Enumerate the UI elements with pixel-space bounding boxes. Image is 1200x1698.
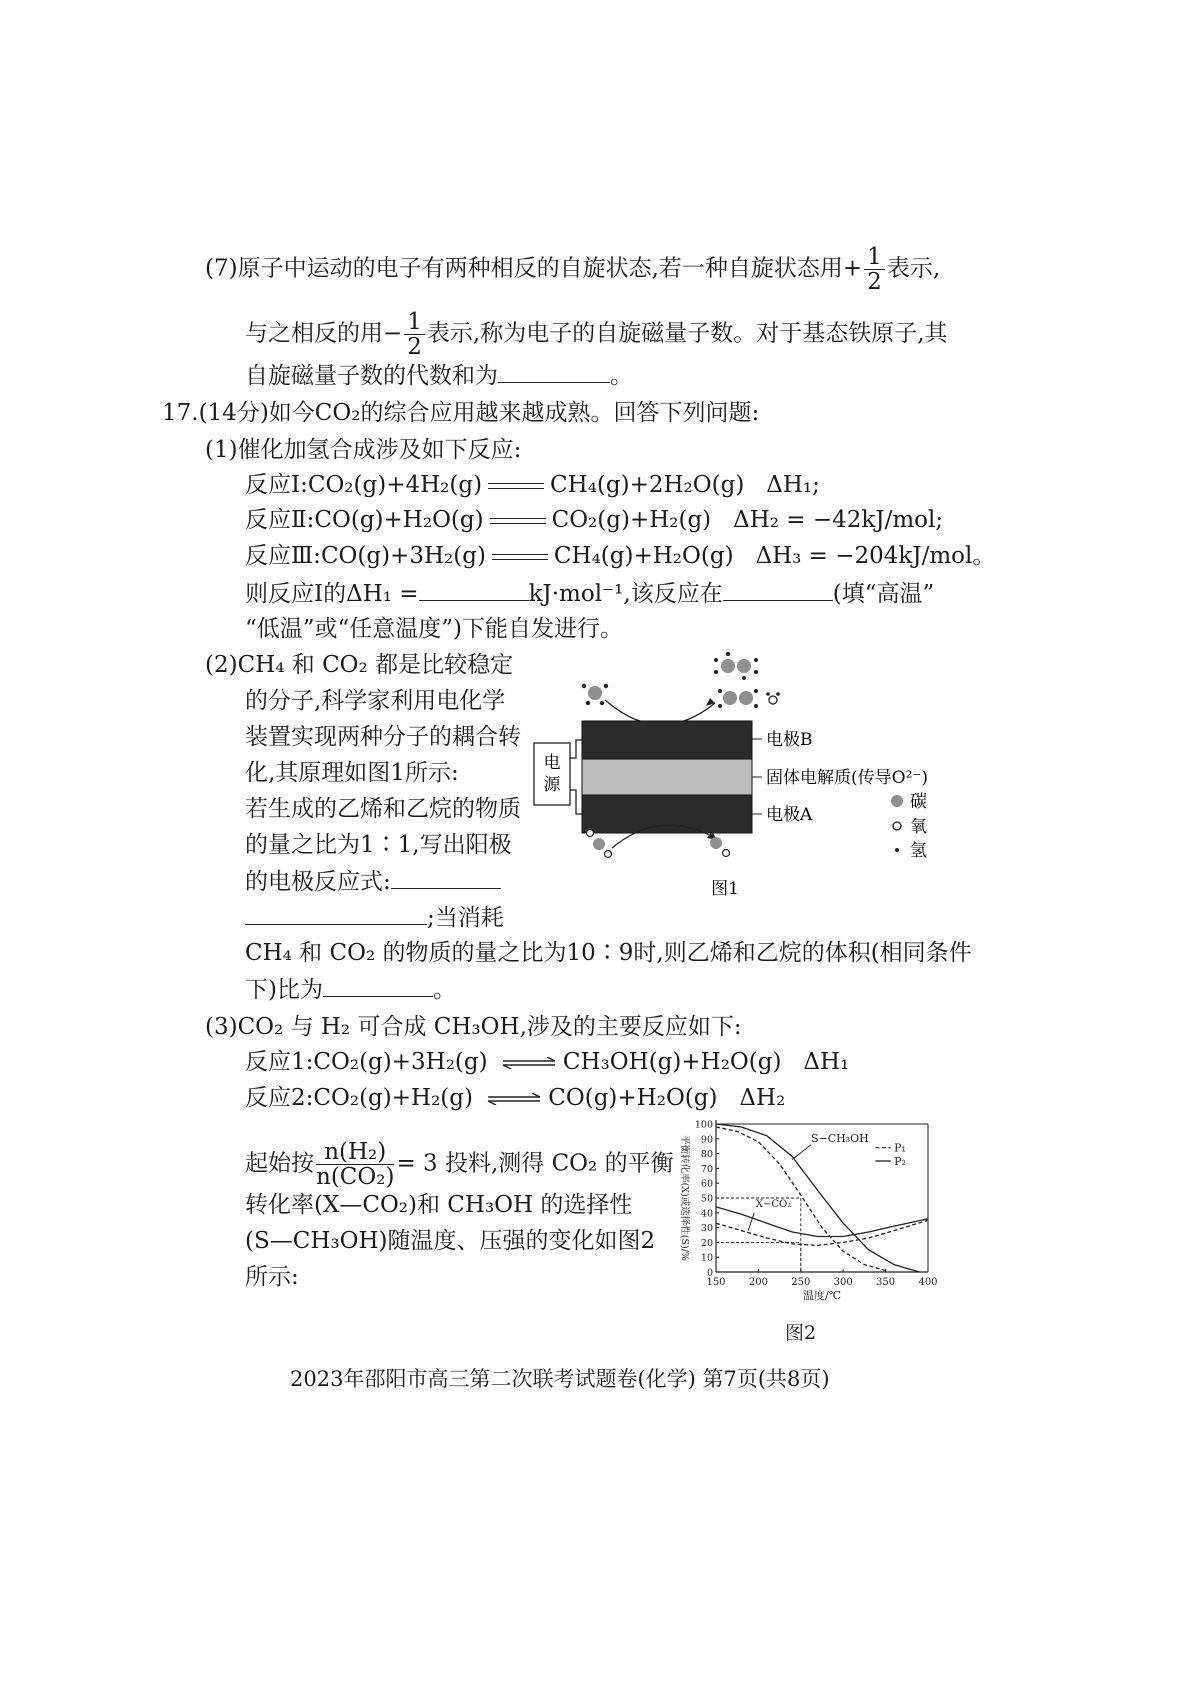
p3-line-a: 起始按 $\frac{\text{n(H₂)}}{\text{n(CO₂)}}$ = 3 投料,测得 CO₂ 的平衡 [245, 1139, 674, 1190]
q7-line3: 自旋磁量子数的代数和为 。 [245, 360, 633, 391]
carbon-legend-icon [891, 795, 903, 807]
figure-2-caption: 图2 [785, 1322, 817, 1344]
q7-line1: (7)原子中运动的电子有两种相反的自旋状态,若一种自旋状态用+ $\frac{1}{2}$ 表示, [205, 244, 941, 295]
electrode-b [582, 721, 752, 759]
figure-1-caption: 图1 [711, 879, 739, 899]
p2-line: (2)CH₄ 和 CO₂ 都是比较稳定 [205, 652, 514, 678]
figure-2-chart [668, 1112, 958, 1307]
ethane-molecule-icon [714, 652, 758, 680]
p3-line-c: 转化率(X—CO₂)和 CH₃OH 的选择性 [245, 1192, 633, 1218]
y-tick-label: 90 [700, 1134, 713, 1146]
y-tick-label: 80 [700, 1149, 713, 1161]
legend-p2: P₂ [894, 1155, 906, 1168]
y-tick-label: 70 [700, 1163, 713, 1175]
fraction-half: $\frac{1}{2}$ [864, 245, 885, 294]
p2-line: 的电极反应式: [245, 866, 501, 897]
hydrogen-legend-icon [895, 848, 899, 852]
legend-p1: P₁ [894, 1141, 906, 1155]
reaction-2: 反应Ⅱ:CO(g)+H₂O(g) CO₂(g)+H₂(g) ΔH₂ = −42kJ/mol; [245, 507, 944, 533]
p3-line-d: (S—CH₃OH)随温度、压强的变化如图2 [245, 1228, 656, 1254]
page-footer: 2023年邵阳市高三第二次联考试题卷(化学) 第7页(共8页) [290, 1367, 830, 1391]
power-label: 电 [543, 753, 561, 773]
water-molecule-icon [766, 692, 780, 704]
equilibrium-arrow-icon [501, 1057, 557, 1069]
y-tick-label: 50 [700, 1193, 713, 1205]
series-line [716, 1220, 928, 1245]
y-tick-label: 60 [700, 1178, 713, 1190]
legend-hydrogen: 氢 [910, 841, 927, 861]
x-tick-label: 200 [748, 1277, 768, 1288]
p2-line: ;当消耗 [245, 902, 504, 933]
p3-line-e: 所示: [245, 1264, 299, 1290]
answer-blank[interactable] [419, 578, 529, 601]
x-tick-label: 250 [791, 1277, 811, 1288]
fraction-half-neg: $\frac{1}{2}$ [404, 310, 425, 359]
p2-line: 若生成的乙烯和乙烷的物质 [245, 796, 521, 822]
y-tick-label: 30 [700, 1223, 713, 1235]
electrolyte-label: 固体电解质(传导O²⁻) [766, 768, 928, 788]
solid-electrolyte [582, 759, 752, 795]
y-tick-label: 0 [706, 1267, 713, 1279]
x-tick-label: 300 [833, 1277, 853, 1288]
power-label: 源 [543, 775, 561, 795]
x-axis-label: 温度/℃ [802, 1289, 842, 1302]
reaction-3: 反应Ⅲ:CO(g)+3H₂(g) CH₄(g)+H₂O(g) ΔH₃ = −204kJ/mol。 [245, 543, 996, 569]
co-molecule-icon [710, 837, 730, 857]
annotation-pointer [748, 1213, 754, 1231]
p1-title: (1)催化加氢合成涉及如下反应: [205, 437, 522, 463]
y-axis-label: 平衡转化率(X)或选择性(S)/% [679, 1135, 690, 1261]
p3-title: (3)CO₂ 与 H₂ 可合成 CH₃OH,涉及的主要反应如下: [205, 1014, 742, 1040]
guide-line [716, 1242, 801, 1272]
answer-blank[interactable] [245, 902, 427, 925]
equals-arrow [492, 552, 548, 562]
p2-line-full: CH₄ 和 CO₂ 的物质的量之比为10∶9时,则乙烯和乙烷的体积(相同条件 [245, 940, 972, 966]
p1-question-cont: “低温”或“任意温度”)下能自发进行。 [245, 616, 624, 642]
ethylene-molecule-icon [718, 689, 758, 708]
answer-blank[interactable] [391, 866, 501, 889]
reaction-1: 反应Ⅰ:CO₂(g)+4H₂(g) CH₄(g)+2H₂O(g) ΔH₁; [245, 472, 820, 498]
y-tick-label: 10 [700, 1252, 713, 1264]
answer-blank[interactable] [498, 360, 610, 383]
legend-carbon: 碳 [910, 792, 927, 812]
p2-line-end: 下)比为 。 [245, 974, 456, 1005]
q17-header: 17.(14分)如今CO₂的综合应用越来越成熟。回答下列问题: [162, 400, 760, 426]
oxygen-legend-icon [893, 822, 901, 830]
legend-oxygen: 氧 [910, 817, 927, 837]
y-tick-label: 20 [700, 1237, 713, 1249]
p3-reaction-2: 反应2:CO₂(g)+H₂(g) CO(g)+H₂O(g) ΔH₂ [245, 1085, 786, 1111]
q7-line2: 与之相反的用− $\frac{1}{2}$ 表示,称为电子的自旋磁量子数。对于基态铁原子,其 [245, 309, 948, 360]
ratio-fraction: $\frac{\text{n(H₂)}}{\text{n(CO₂)}}$ [316, 1139, 395, 1190]
equals-arrow [488, 481, 544, 491]
methane-molecule-icon [582, 684, 608, 705]
y-tick-label: 100 [694, 1119, 713, 1131]
y-tick-label: 40 [700, 1208, 713, 1220]
x-tick-label: 350 [876, 1277, 896, 1288]
p1-question: 则反应Ⅰ的ΔH₁ = kJ·mol⁻¹,该反应在 (填“高温” [245, 578, 934, 609]
p3-reaction-1: 反应1:CO₂(g)+3H₂(g) CH₃OH(g)+H₂O(g) ΔH₁ [245, 1049, 850, 1075]
annotation-pointer [792, 1145, 811, 1160]
answer-blank[interactable] [723, 578, 833, 601]
co2-molecule-icon [587, 830, 612, 858]
x-tick-label: 150 [706, 1277, 726, 1288]
p2-line: 的分子,科学家利用电化学 [245, 688, 506, 714]
electrode-a [582, 795, 752, 833]
answer-blank[interactable] [323, 974, 433, 997]
p2-line: 装置实现两种分子的耦合转 [245, 724, 521, 750]
x-tick-label: 400 [918, 1277, 938, 1288]
annotation-x-co2: X−CO₂ [755, 1198, 792, 1210]
annotation-s-ch3oh: S−CH₃OH [810, 1131, 869, 1145]
p2-line: 化,其原理如图1所示: [245, 760, 459, 786]
p2-line: 的量之比为1∶1,写出阳极 [245, 832, 512, 858]
equals-arrow [490, 516, 546, 526]
equilibrium-arrow-icon [486, 1093, 542, 1105]
figure-1-electrochemical-cell [530, 648, 960, 908]
electrode-a-label: 电极A [766, 805, 813, 825]
electrode-b-label: 电极B [766, 730, 813, 750]
